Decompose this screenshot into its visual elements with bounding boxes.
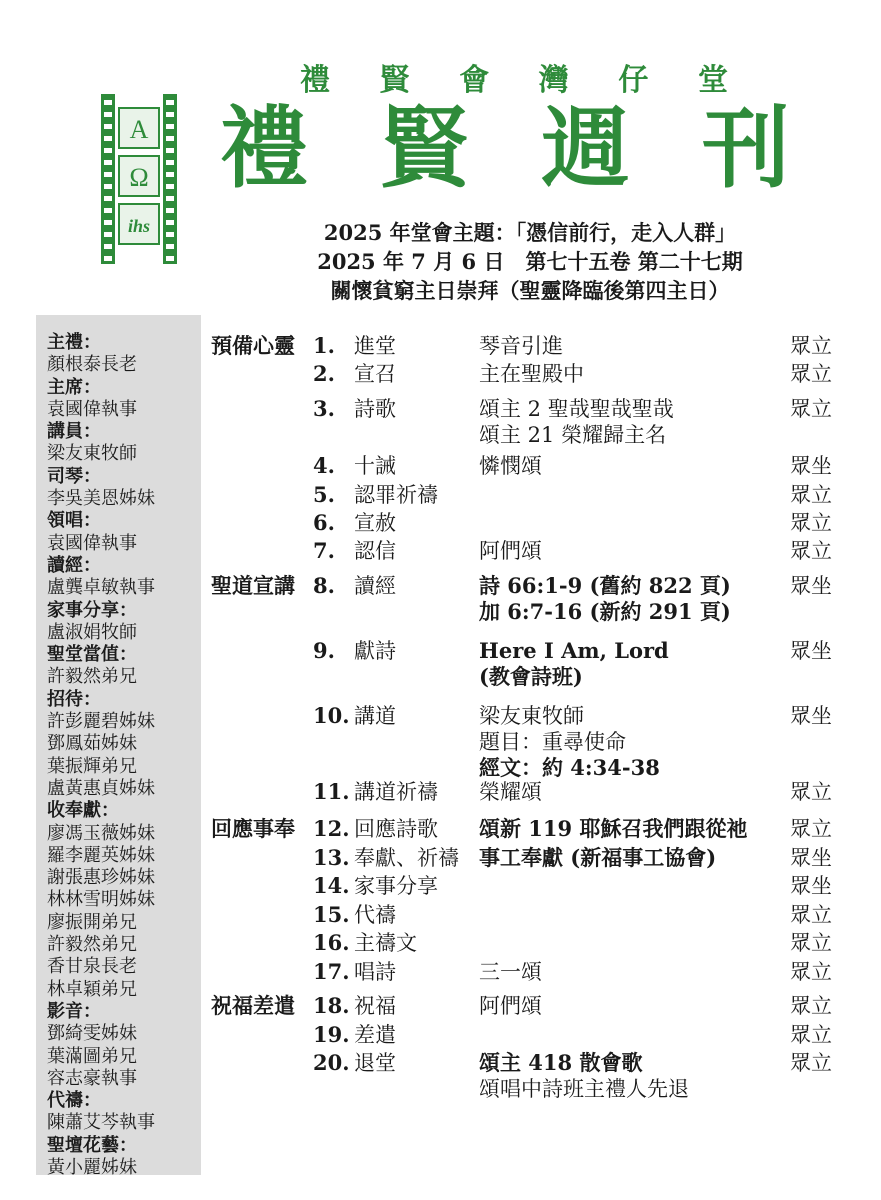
item-detail-line: 榮耀頌: [479, 780, 542, 804]
role-person: 容志豪執事: [47, 1067, 137, 1089]
role-person: 林林雪明姊妹: [47, 889, 155, 911]
item-number: 18.: [313, 993, 350, 1018]
item-detail: [479, 538, 542, 564]
role-person: 葉滿圖弟兄: [47, 1045, 137, 1067]
item-title: 唱詩: [354, 960, 396, 984]
item-number: 16.: [313, 930, 350, 955]
item-number: 15.: [313, 902, 350, 927]
role-label: 聖堂當值：: [47, 644, 137, 666]
role-person: 林卓穎弟兄: [47, 978, 137, 1000]
role-label: 家事分享：: [47, 599, 137, 621]
section-label: 聖道宣講: [211, 573, 295, 598]
item-title: 講道祈禱: [354, 780, 438, 804]
item-detail: [479, 993, 542, 1019]
posture: 眾立: [790, 362, 832, 386]
role-person: 盧黃惠貞姊妹: [47, 777, 155, 799]
item-number: 7.: [313, 538, 335, 563]
item-number: 2.: [313, 361, 335, 386]
item-title: 差遣: [354, 1023, 396, 1047]
posture: 眾立: [790, 780, 832, 804]
item-title: 主禱文: [354, 931, 417, 955]
item-detail-line: 主在聖殿中: [479, 362, 584, 386]
posture: 眾立: [790, 1023, 832, 1047]
section-label: 預備心靈: [211, 333, 295, 358]
role-label: 影音：: [47, 1000, 101, 1022]
item-number: 10.: [313, 703, 350, 728]
role-person: 袁國偉執事: [47, 398, 137, 420]
item-detail: [479, 453, 542, 479]
item-detail: [479, 333, 563, 359]
church-name: 禮 賢 會 灣 仔 堂: [300, 63, 730, 98]
item-number: 4.: [313, 453, 335, 478]
item-number: 8.: [313, 573, 335, 598]
posture: 眾立: [790, 817, 832, 841]
posture: 眾立: [790, 994, 832, 1018]
item-title: 進堂: [354, 334, 396, 358]
role-label: 收奉獻：: [47, 800, 119, 822]
item-detail-line: (教會詩班): [479, 664, 583, 689]
role-label: 講員：: [47, 421, 101, 443]
item-number: 11.: [313, 779, 350, 804]
role-label: 司琴：: [47, 465, 101, 487]
role-label: 招待：: [47, 688, 101, 710]
item-title: 認罪祈禱: [354, 483, 438, 507]
item-title: 代禱: [354, 903, 396, 927]
item-detail-line: 加 6:7-16 (新約 291 頁): [479, 599, 731, 624]
item-number: 9.: [313, 638, 335, 663]
item-title: 家事分享: [354, 874, 438, 898]
item-title: 獻詩: [354, 639, 396, 663]
role-person: 盧龔卓敏執事: [47, 577, 155, 599]
role-person: 許毅然弟兄: [47, 666, 137, 688]
posture: 眾立: [790, 903, 832, 927]
item-detail-line: 阿們頌: [479, 994, 542, 1018]
item-title: 認信: [354, 539, 396, 563]
item-detail-line: 三一頌: [479, 960, 542, 984]
item-detail-line: 琴音引進: [479, 334, 563, 358]
posture: 眾坐: [790, 574, 832, 598]
omega-symbol: Ω: [129, 163, 149, 192]
item-number: 14.: [313, 873, 350, 898]
role-person: 羅李麗英姊妹: [47, 844, 155, 866]
item-number: 17.: [313, 959, 350, 984]
role-person: 梁友東牧師: [47, 443, 137, 465]
item-detail: [479, 638, 669, 690]
item-title: 宣赦: [354, 511, 396, 535]
item-title: 宣召: [354, 362, 396, 386]
posture: 眾立: [790, 931, 832, 955]
item-number: 5.: [313, 482, 335, 507]
role-person: 廖振開弟兄: [47, 911, 137, 933]
role-label: 代禱：: [47, 1090, 101, 1112]
item-number: 6.: [313, 510, 335, 535]
role-person: 黃小麗姊妹: [47, 1156, 137, 1178]
posture: 眾立: [790, 397, 832, 421]
item-title: 回應詩歌: [354, 817, 438, 841]
role-person: 顏根泰長老: [47, 354, 137, 376]
posture: 眾坐: [790, 639, 832, 663]
role-person: 廖馮玉薇姊妹: [47, 822, 155, 844]
item-number: 3.: [313, 396, 335, 421]
item-detail-line: 頌主 21 榮耀歸主名: [479, 423, 667, 447]
posture: 眾立: [790, 483, 832, 507]
item-detail-line: 頌主 2 聖哉聖哉聖哉: [479, 397, 674, 421]
posture: 眾立: [790, 511, 832, 535]
section-label: 祝福差遣: [211, 993, 295, 1018]
item-detail: [479, 573, 731, 625]
item-detail: [479, 396, 674, 448]
role-label: 主席：: [47, 376, 101, 398]
role-label: 主禮：: [47, 332, 101, 353]
item-detail-line: 事工奉獻 (新福事工協會): [479, 845, 717, 870]
item-detail: [479, 703, 660, 781]
item-detail-line: Here I Am, Lord: [479, 638, 669, 663]
item-title: 奉獻、祈禱: [354, 846, 459, 870]
item-detail-line: 詩 66:1-9 (舊約 822 頁): [479, 573, 731, 598]
service-title: 關懷貧窮主日崇拜（聖靈降臨後第四主日）: [330, 278, 730, 303]
item-title: 祝福: [354, 994, 396, 1018]
posture: 眾坐: [790, 454, 832, 478]
posture: 眾立: [790, 539, 832, 563]
posture: 眾立: [790, 1051, 832, 1075]
role-label: 領唱：: [47, 510, 101, 532]
role-person: 香甘泉長老: [47, 956, 137, 978]
role-person: 李吳美恩姊妹: [47, 488, 155, 510]
item-detail-line: 梁友東牧師: [479, 704, 584, 728]
issue-date: 2025 年 7 月 6 日 第七十五卷 第二十七期: [317, 249, 743, 274]
ihs-monogram: ihs: [127, 216, 151, 236]
item-detail-line: 頌新 119 耶穌召我們跟從祂: [479, 816, 748, 841]
section-label: 回應事奉: [211, 816, 295, 841]
item-title: 讀經: [354, 574, 396, 598]
item-detail: [479, 1050, 689, 1102]
role-label: 聖壇花藝：: [47, 1134, 137, 1156]
role-person: 許毅然弟兄: [47, 934, 137, 956]
role-label: 讀經：: [47, 554, 101, 576]
role-person: 葉振輝弟兄: [47, 755, 137, 777]
role-person: 鄧綺雯姊妹: [47, 1023, 137, 1045]
posture: 眾立: [790, 334, 832, 358]
item-number: 1.: [313, 333, 335, 358]
item-title: 退堂: [354, 1051, 396, 1075]
item-detail: [479, 361, 584, 387]
item-title: 講道: [354, 704, 396, 728]
item-title: 十誡: [354, 454, 396, 478]
posture: 眾坐: [790, 704, 832, 728]
item-number: 12.: [313, 816, 350, 841]
role-person: 謝張惠珍姊妹: [47, 867, 155, 889]
role-person: 盧淑娟牧師: [47, 621, 137, 643]
item-detail-line: 憐憫頌: [479, 454, 542, 478]
item-detail: [479, 959, 542, 985]
item-detail-line: 頌唱中詩班主禮人先退: [479, 1077, 689, 1101]
item-title: 詩歌: [354, 397, 396, 421]
posture: 眾坐: [790, 846, 832, 870]
item-number: 13.: [313, 845, 350, 870]
item-detail-line: 經文：約 4:34-38: [479, 755, 660, 780]
role-person: 許彭麗碧姊妹: [47, 711, 155, 733]
posture: 眾坐: [790, 874, 832, 898]
item-detail: [479, 845, 716, 871]
role-person: 陳蕭艾芩執事: [47, 1112, 155, 1134]
item-detail-line: 頌主 418 散會歌: [479, 1050, 643, 1075]
role-person: 鄧鳳茹姊妹: [47, 733, 137, 755]
item-detail-line: 題目：重尋使命: [479, 730, 626, 754]
posture: 眾立: [790, 960, 832, 984]
item-detail: [479, 779, 542, 805]
item-number: 20.: [313, 1050, 350, 1075]
masthead-title: 禮 賢 週 刊: [220, 96, 790, 200]
item-detail-line: 阿們頌: [479, 539, 542, 563]
alpha-symbol: A: [129, 115, 149, 144]
item-detail: [479, 816, 747, 842]
annual-theme: 2025 年堂會主題：「憑信前行，走入人群」: [323, 220, 737, 245]
item-number: 19.: [313, 1022, 350, 1047]
role-person: 袁國偉執事: [47, 532, 137, 554]
